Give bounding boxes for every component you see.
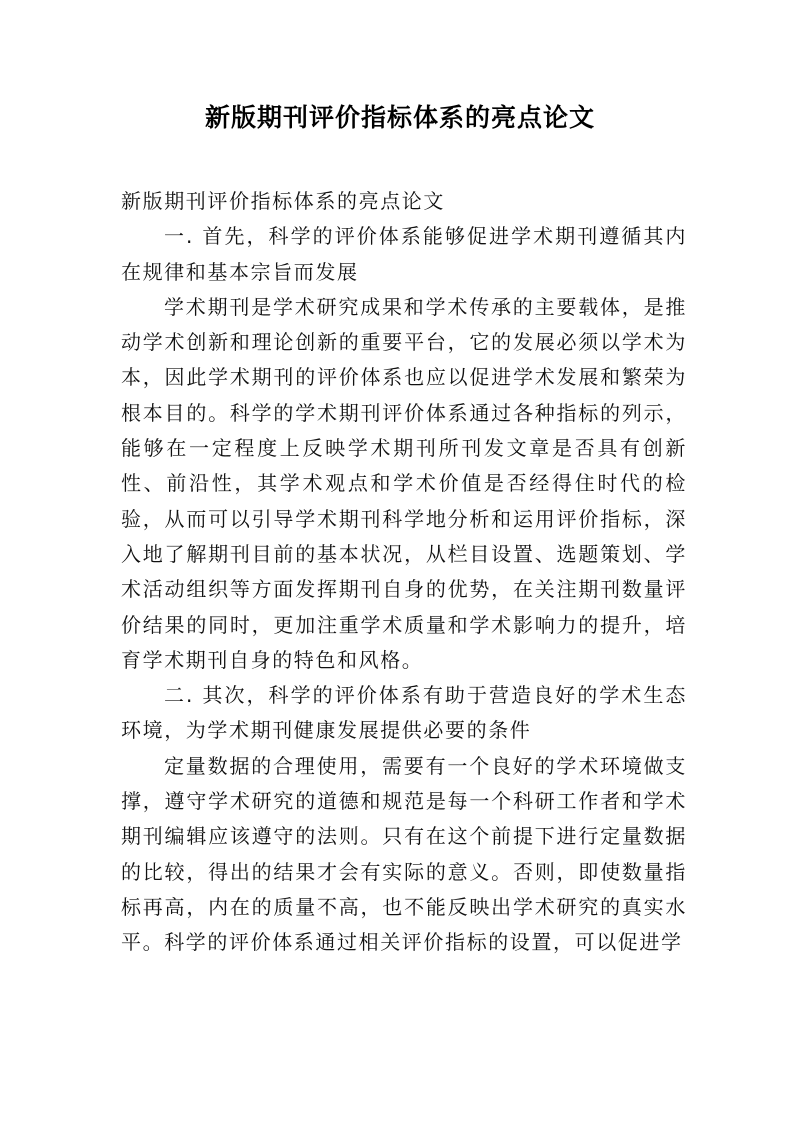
document-body — [121, 184, 687, 961]
subtitle-paragraph: 新版期刊评价指标体系的亮点论文 — [121, 189, 445, 213]
page-title: 新版期刊评价指标体系的亮点论文 — [204, 103, 595, 132]
body-paragraph-1: 学术期刊是学术研究成果和学术传承的主要载体，是推动学术创新和理论创新的重要平台，它的发展必须以学术为本，因此学术期刊的评价体系也应以促进学术发展和繁荣为根本目的。科学的学术期刊评价体系通过各种指标的列示，能够在一定程度上反映学术期刊所刊发文章是否具有创新性、前沿性，其学术观点和学术价值是否经得住时代的检验，从而可以引导学术期刊科学地分析和运用评价指标，深入地了解期刊目前的基本状况，从栏目设置、选题策划、学术活动组织等方面发挥期刊自身的优势，在关注期刊数量评价结果的同时，更加注重学术质量和学术影响力的提升，培育学术期刊自身的特色和风格。 — [121, 294, 687, 672]
section-heading-1: 一. 首先，科学的评价体系能够促进学术期刊遵循其内在规律和基本宗旨而发展 — [121, 224, 687, 284]
body-paragraph-2: 定量数据的合理使用，需要有一个良好的学术环境做支撑，遵守学术研究的道德和规范是每一个科研工作者和学术期刊编辑应该遵守的法则。只有在这个前提下进行定量数据的比较，得出的结果才会有实际的意义。否则，即使数量指标再高，内在的质量不高，也不能反映出学术研究的真实水平。科学的评价体系通过相关评价指标的设置，可以促进学 — [121, 753, 687, 955]
section-heading-2: 二. 其次，科学的评价体系有助于营造良好的学术生态环境，为学术期刊健康发展提供必要的条件 — [121, 683, 687, 743]
